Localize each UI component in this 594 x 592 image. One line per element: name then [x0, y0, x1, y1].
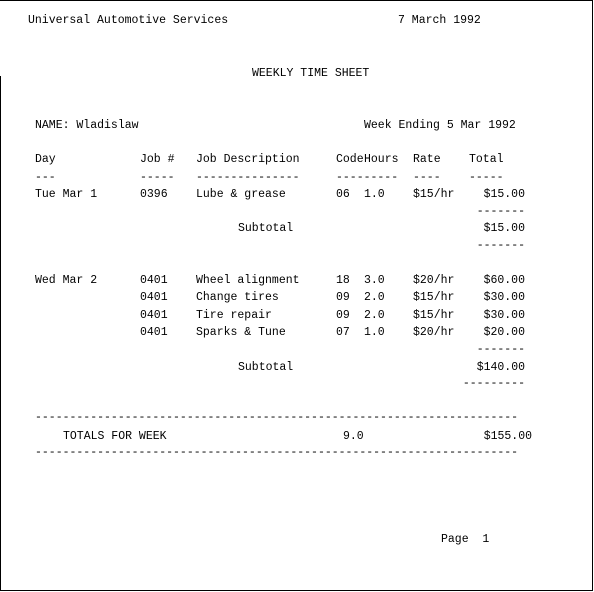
- job-number: 0401: [140, 274, 168, 287]
- job-code: 07: [336, 326, 350, 339]
- page-border-bottom: [0, 590, 593, 591]
- subtotal-amount: $15.00: [483, 222, 525, 235]
- job-hours: 1.0: [364, 188, 385, 201]
- column-rule-rate: ----: [413, 171, 441, 184]
- job-hours: 1.0: [364, 326, 385, 339]
- job-total: $30.00: [483, 291, 525, 304]
- subtotal-rule: ---------: [462, 377, 525, 390]
- page-border-top: [0, 0, 593, 1]
- column-rule-code-hours: ---------: [336, 171, 399, 184]
- job-number: 0401: [140, 326, 168, 339]
- week-ending: Week Ending 5 Mar 1992: [364, 119, 516, 132]
- column-header-description: Job Description: [196, 153, 300, 166]
- job-hours: 2.0: [364, 291, 385, 304]
- column-header-total: Total: [469, 153, 504, 166]
- subtotal-rule: -------: [476, 343, 525, 356]
- column-header-rate: Rate: [413, 153, 441, 166]
- job-total: $60.00: [483, 274, 525, 287]
- subtotal-label: Subtotal: [238, 361, 294, 374]
- job-total: $30.00: [483, 309, 525, 322]
- subtotal-amount: $140.00: [476, 361, 525, 374]
- job-number: 0401: [140, 309, 168, 322]
- subtotal-rule: -------: [476, 239, 525, 252]
- totals-amount: $155.00: [483, 430, 532, 443]
- column-header-code: Code: [336, 153, 364, 166]
- job-number: 0396: [140, 188, 168, 201]
- job-total: $15.00: [483, 188, 525, 201]
- subtotal-rule: -------: [476, 205, 525, 218]
- day-label: Tue Mar 1: [35, 188, 98, 201]
- job-description: Lube & grease: [196, 188, 286, 201]
- job-hours: 3.0: [364, 274, 385, 287]
- job-code: 06: [336, 188, 350, 201]
- job-rate: $20/hr: [413, 326, 455, 339]
- job-total: $20.00: [483, 326, 525, 339]
- page-number: Page 1: [441, 533, 490, 546]
- job-description: Tire repair: [196, 309, 272, 322]
- report-date: 7 March 1992: [398, 14, 481, 27]
- employee-name: NAME: Wladislaw: [35, 119, 139, 132]
- job-hours: 2.0: [364, 309, 385, 322]
- job-rate: $20/hr: [413, 274, 455, 287]
- job-rate: $15/hr: [413, 188, 455, 201]
- totals-label: TOTALS FOR WEEK: [63, 430, 167, 443]
- column-rule-total: -----: [469, 171, 504, 184]
- column-header-job: Job #: [140, 153, 175, 166]
- job-description: Change tires: [196, 291, 279, 304]
- company-name: Universal Automotive Services: [28, 14, 229, 27]
- column-rule-day: ---: [35, 171, 56, 184]
- column-header-day: Day: [35, 153, 56, 166]
- totals-rule-top: ----------------------------------------------------------------------: [35, 411, 519, 424]
- column-rule-job: -----: [140, 171, 175, 184]
- totals-rule-bottom: ----------------------------------------------------------------------: [35, 446, 519, 459]
- page-title: WEEKLY TIME SHEET: [252, 67, 370, 80]
- job-rate: $15/hr: [413, 291, 455, 304]
- page-border-left: [0, 76, 1, 591]
- job-description: Sparks & Tune: [196, 326, 286, 339]
- job-code: 18: [336, 274, 350, 287]
- job-rate: $15/hr: [413, 309, 455, 322]
- job-code: 09: [336, 291, 350, 304]
- job-description: Wheel alignment: [196, 274, 300, 287]
- job-code: 09: [336, 309, 350, 322]
- job-number: 0401: [140, 291, 168, 304]
- column-header-hours: Hours: [364, 153, 399, 166]
- day-label: Wed Mar 2: [35, 274, 98, 287]
- subtotal-label: Subtotal: [238, 222, 294, 235]
- page-border-right: [592, 0, 593, 591]
- column-rule-description: ---------------: [196, 171, 300, 184]
- totals-hours: 9.0: [343, 430, 364, 443]
